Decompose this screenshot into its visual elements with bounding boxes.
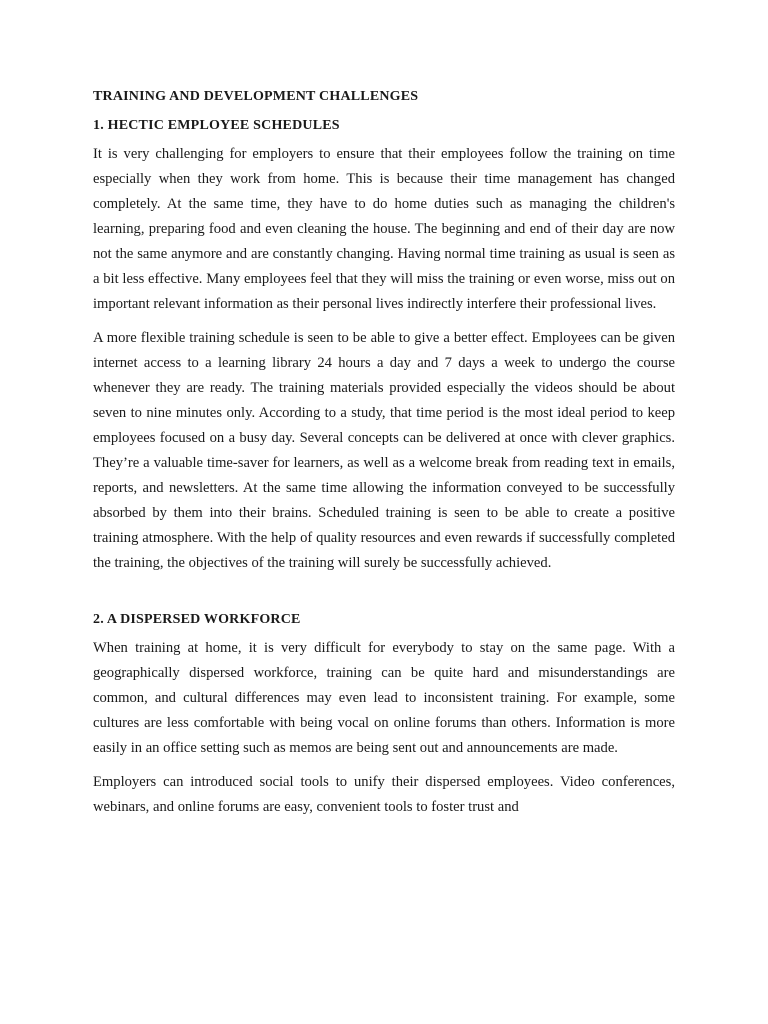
document-body (93, 86, 675, 829)
section-spacer (93, 585, 675, 609)
section-heading: 2. A DISPERSED WORKFORCE (93, 612, 301, 627)
paragraph: It is very challenging for employers to ensure that their employees follow the training on time especially when they work from home. This is because their time management has changed completely. At the same time, they have to do home duties such as managing the children's learning, preparing food and even cleaning the house. The beginning and end of their day are now not the same anymore and are constantly changing. Having normal time training as usual is seen as a bit less effective. Many employees feel that they will miss the training or even worse, miss out on important relevant information as their personal lives indirectly interfere their professional lives. (93, 146, 675, 312)
section-dispersed-workforce (93, 609, 675, 820)
paragraph: When training at home, it is very difficult for everybody to stay on the same page. With a geographically dispersed workforce, training can be quite hard and misunderstandings are common, and cultural differences may even lead to inconsistent training. For example, some cultures are less comfortable with being vocal on online forums than others. Information is more easily in an office setting such as memos are being sent out and announcements are made. (93, 640, 675, 756)
section-heading: 1. HECTIC EMPLOYEE SCHEDULES (93, 118, 340, 133)
paragraph: A more flexible training schedule is seen to be able to give a better effect. Employees can be given internet access to a learning library 24 hours a day and 7 days a week to undergo the course whenever they are ready. The training materials provided especially the videos should be about seven to nine minutes only. According to a study, that time period is the most ideal period to keep employees focused on a busy day. Several concepts can be delivered at once with clever graphics. They’re a valuable time-saver for learners, as well as a welcome break from reading text in emails, reports, and newsletters. At the same time allowing the information conveyed to be successfully absorbed by them into their brains. Scheduled training is seen to be able to create a positive training atmosphere. With the help of quality resources and even rewards if successfully completed the training, the objectives of the training will surely be successfully achieved. (93, 330, 675, 571)
section-hectic-schedules (93, 115, 675, 576)
paragraph: Employers can introduced social tools to unify their dispersed employees. Video conferences, webinars, and online forums are easy, convenient tools to foster trust and (93, 774, 675, 815)
document-title: TRAINING AND DEVELOPMENT CHALLENGES (93, 89, 419, 104)
